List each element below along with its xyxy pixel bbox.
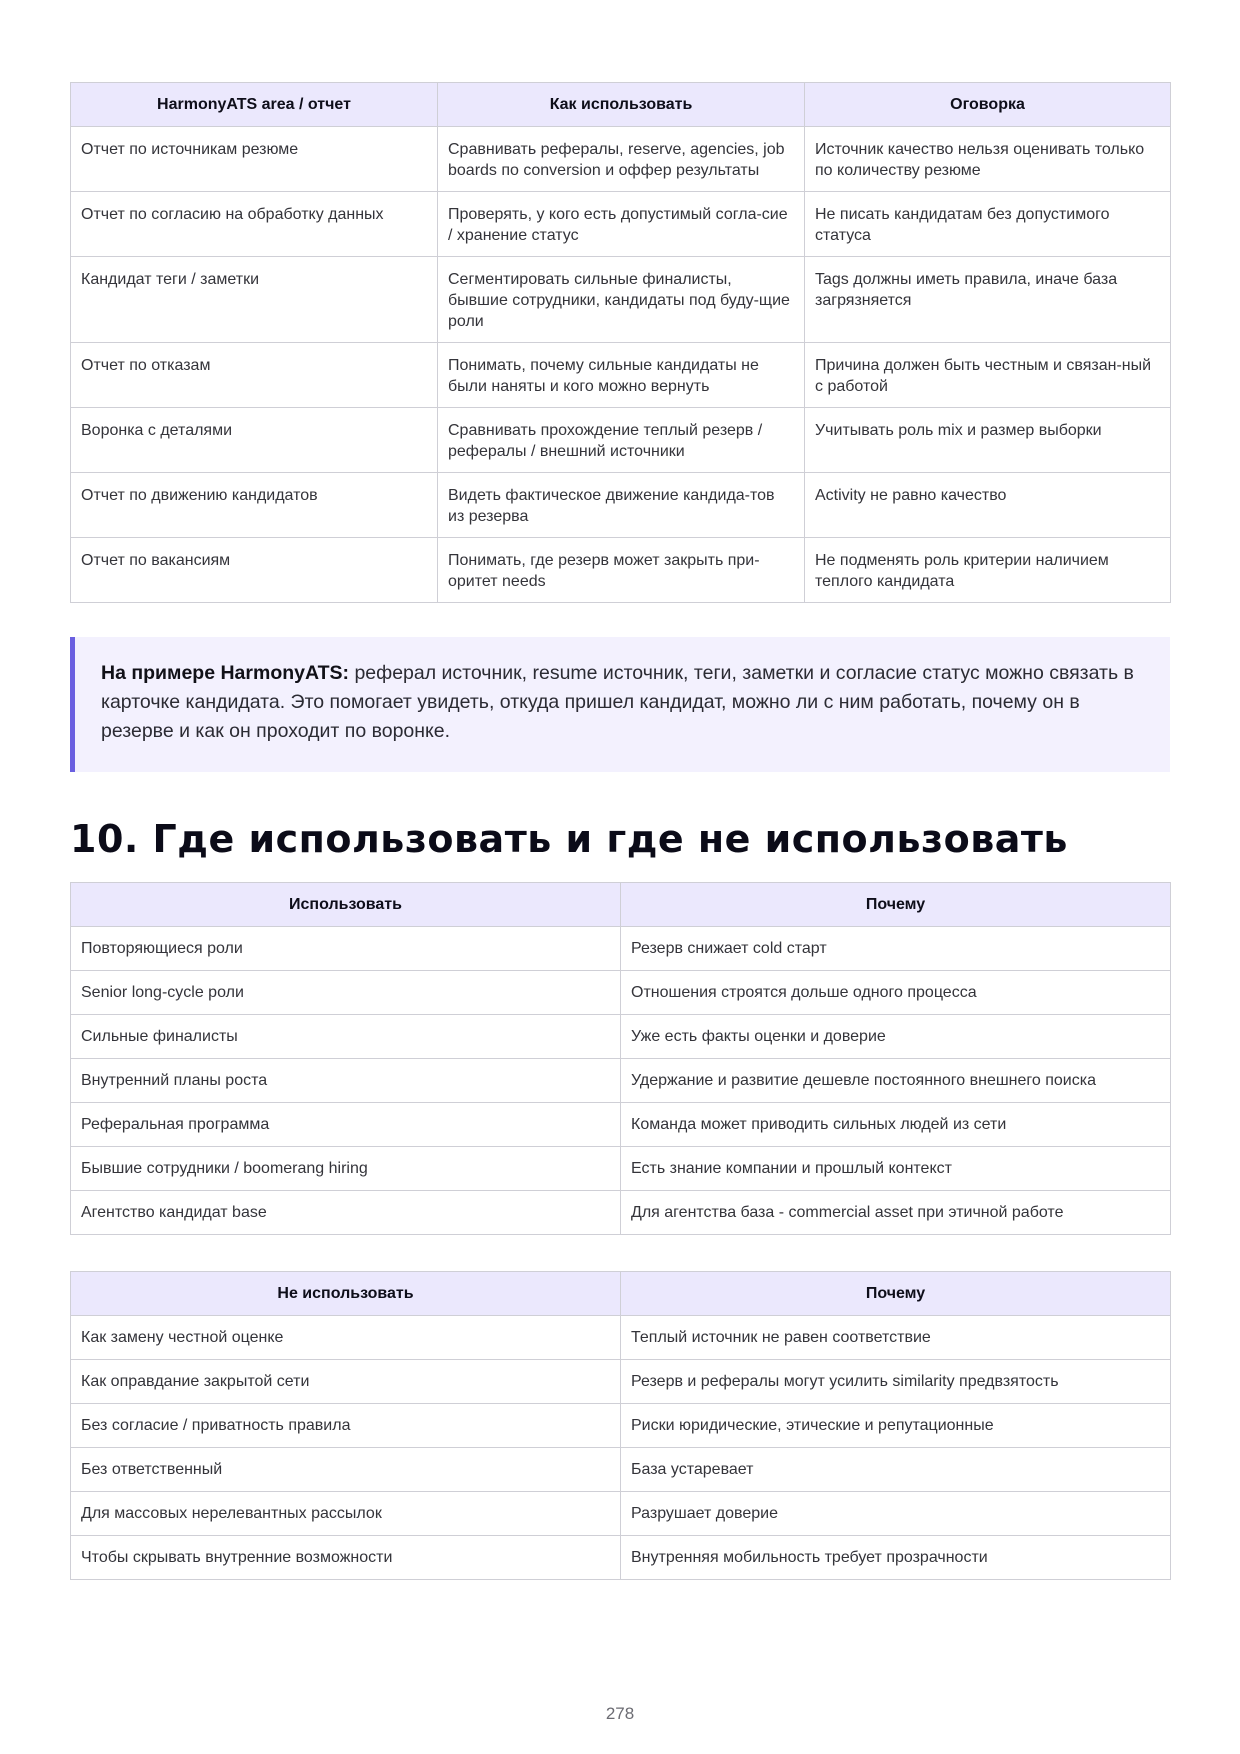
table-cell: Сильные финалисты [71,1015,621,1059]
table-cell: Отчет по отказам [71,343,438,408]
table-cell: Резерв и рефералы могут усилить similarity предвзятость [621,1360,1171,1404]
table-row [71,1448,1171,1492]
table-cell: Activity не равно качество [805,473,1171,538]
table-cell: Отчет по движению кандидатов [71,473,438,538]
table-header-row [71,83,1171,127]
column-header: Использовать [71,883,621,927]
table-cell: База устаревает [621,1448,1171,1492]
table-row [71,343,1171,408]
table-row [71,1360,1171,1404]
use-cases-table [70,882,1171,1235]
table-cell: Уже есть факты оценки и доверие [621,1015,1171,1059]
table-cell: Сравнивать прохождение теплый резерв / рефералы / внешний источники [438,408,805,473]
table-cell: Реферальная программа [71,1103,621,1147]
column-header: HarmonyATS area / отчет [71,83,438,127]
table-cell: Источник качество нельзя оценивать только по количеству резюме [805,127,1171,192]
table-row [71,192,1171,257]
table-cell: Бывшие сотрудники / boomerang hiring [71,1147,621,1191]
table-row [71,1103,1171,1147]
table-row [71,1147,1171,1191]
table-cell: Резерв снижает cold старт [621,927,1171,971]
table-cell: Без ответственный [71,1448,621,1492]
table-cell: Удержание и развитие дешевле постоянного внешнего поиска [621,1059,1171,1103]
table-cell: Есть знание компании и прошлый контекст [621,1147,1171,1191]
table-row [71,408,1171,473]
table-cell: Понимать, где резерв может закрыть при-оритет needs [438,538,805,603]
table-cell: Теплый источник не равен соответствие [621,1316,1171,1360]
table-cell: Риски юридические, этические и репутационные [621,1404,1171,1448]
table-row [71,1015,1171,1059]
table-header-row [71,883,1171,927]
table-row [71,127,1171,192]
column-header: Почему [621,1272,1171,1316]
table-row [71,971,1171,1015]
column-header: Не использовать [71,1272,621,1316]
table-row [71,927,1171,971]
table-row [71,1191,1171,1235]
table-cell: Senior long-cycle роли [71,971,621,1015]
table-cell: Как оправдание закрытой сети [71,1360,621,1404]
table-cell: Причина должен быть честным и связан-ный с работой [805,343,1171,408]
column-header: Оговорка [805,83,1171,127]
table-cell: Для массовых нерелевантных рассылок [71,1492,621,1536]
table-cell: Кандидат теги / заметки [71,257,438,343]
table-cell: Внутренняя мобильность требует прозрачности [621,1536,1171,1580]
page-number: 278 [605,1704,635,1723]
table-cell: Отчет по согласию на обработку данных [71,192,438,257]
table-cell: Проверять, у кого есть допустимый согла-сие / хранение статус [438,192,805,257]
column-header: Почему [621,883,1171,927]
table-cell: Не писать кандидатам без допустимого статуса [805,192,1171,257]
table-cell: Для агентства база - commercial asset при этичной работе [621,1191,1171,1235]
table-cell: Команда может приводить сильных людей из сети [621,1103,1171,1147]
table-cell: Сравнивать рефералы, reserve, agencies, job boards по conversion и оффер результаты [438,127,805,192]
table-cell: Повторяющиеся роли [71,927,621,971]
table-row [71,1404,1171,1448]
table-row [71,257,1171,343]
section-heading: 10. Где использовать и где не использовать [70,817,1068,861]
table-cell: Внутренний планы роста [71,1059,621,1103]
table-row [71,538,1171,603]
table-cell: Отношения строятся дольше одного процесса [621,971,1171,1015]
table-row [71,1316,1171,1360]
callout-lead: На примере HarmonyATS: [101,662,350,684]
table-cell: Не подменять роль критерии наличием теплого кандидата [805,538,1171,603]
table-row [71,473,1171,538]
table-row [71,1059,1171,1103]
table-cell: Разрушает доверие [621,1492,1171,1536]
table-cell: Видеть фактическое движение кандида-тов из резерва [438,473,805,538]
table-cell: Отчет по вакансиям [71,538,438,603]
table-header-row [71,1272,1171,1316]
callout-text: реферал источник, resume источник, теги, заметки и согласие статус можно связать в карточке кандидата. Это помогает увидеть, откуда пришел кандидат, можно ли с ним работать, почему он в резерве и как он проходит по воронке. [101,662,1134,742]
harmonyats-example-callout [70,637,1170,772]
table-row [71,1492,1171,1536]
table-cell: Как замену честной оценке [71,1316,621,1360]
table-cell: Без согласие / приватность правила [71,1404,621,1448]
table-cell: Воронка с деталями [71,408,438,473]
do-not-use-table [70,1271,1171,1580]
table-cell: Сегментировать сильные финалисты, бывшие сотрудники, кандидаты под буду-щие роли [438,257,805,343]
document-page [70,82,1170,1580]
harmonyats-reports-table [70,82,1171,603]
table-cell: Tags должны иметь правила, иначе база загрязняется [805,257,1171,343]
table-row [71,1536,1171,1580]
table-cell: Отчет по источникам резюме [71,127,438,192]
table-cell: Понимать, почему сильные кандидаты не были наняты и кого можно вернуть [438,343,805,408]
column-header: Как использовать [438,83,805,127]
table-cell: Учитывать роль mix и размер выборки [805,408,1171,473]
table-cell: Чтобы скрывать внутренние возможности [71,1536,621,1580]
table-cell: Агентство кандидат base [71,1191,621,1235]
